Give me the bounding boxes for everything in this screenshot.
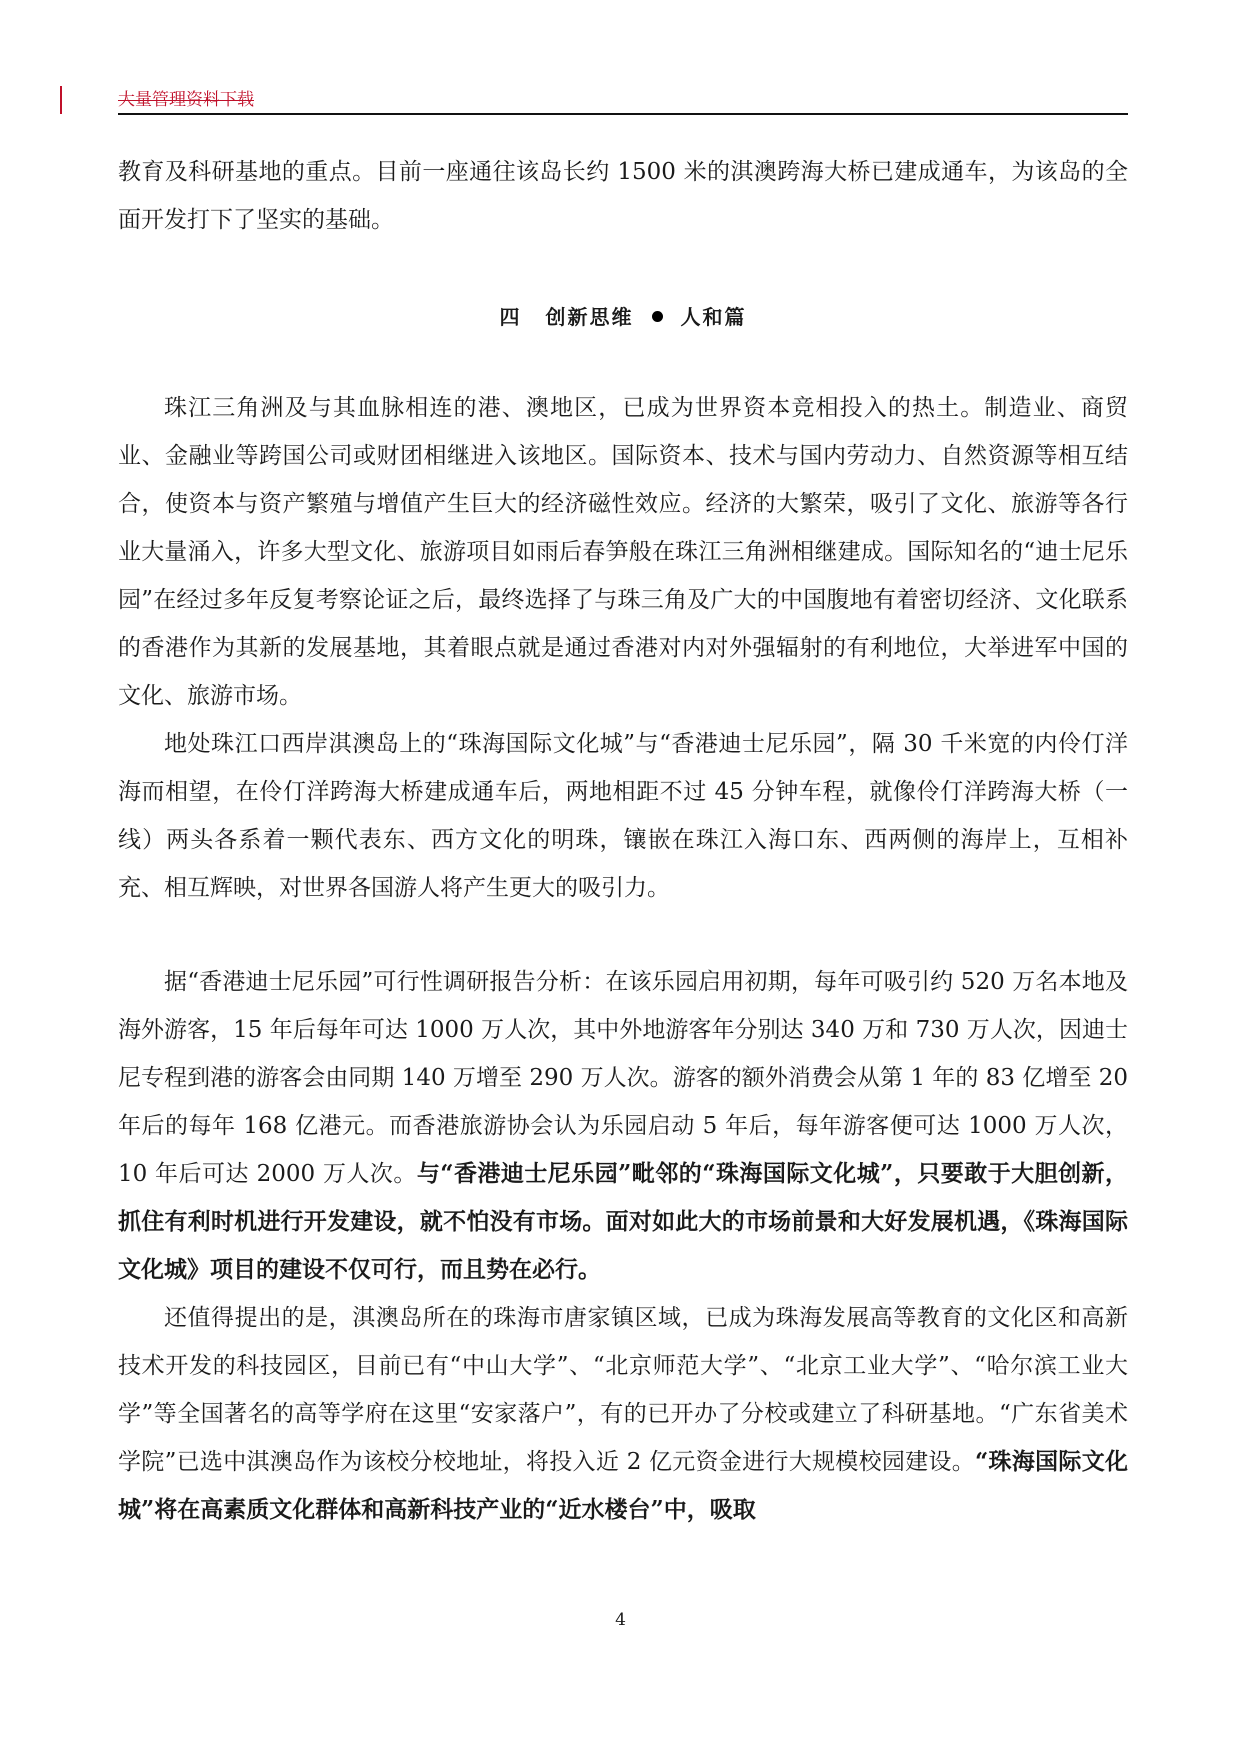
- paragraph-3-bold-text: 与“香港迪士尼乐园”毗邻的“珠海国际文化城”，只要敢于大胆创新，抓住有利时机进行开发建设，就不怕没有市场。面对如此大的市场前景和大好发展机遇，《珠海国际文化城》项目的建设不仅可行，而且势在必行。: [118, 1160, 1129, 1283]
- paragraph-continuation: 教育及科研基地的重点。目前一座通往该岛长约 1500 米的淇澳跨海大桥已建成通车，为该岛的全面开发打下了坚实的基础。: [118, 159, 1128, 233]
- paragraph-1: 珠江三角洲及与其血脉相连的港、澳地区，已成为世界资本竞相投入的热土。制造业、商贸业、金融业等跨国公司或财团相继进入该地区。国际资本、技术与国内劳动力、自然资源等相互结合，使资本与资产繁殖与增值产生巨大的经济磁性效应。经济的大繁荣，吸引了文化、旅游等各行业大量涌入，许多大型文化、旅游项目如雨后春笋般在珠江三角洲相继建成。国际知名的“迪士尼乐园”在经过多年反复考察论证之后，最终选择了与珠三角及广大的中国腹地有着密切经济、文化联系的香港作为其新的发展基地，其着眼点就是通过香港对内对外强辐射的有利地位，大举进军中国的文化、旅游市场。: [118, 395, 1128, 709]
- page-number: 4: [615, 1610, 626, 1630]
- section-heading: [118, 293, 1128, 341]
- header-rule: [118, 113, 1128, 115]
- paragraph-gap: [118, 912, 1128, 958]
- paragraph-3-text: 据“香港迪士尼乐园”可行性调研报告分析：在该乐园启用初期，每年可吸引约 520 万名本地及海外游客，15 年后每年可达 1000 万人次，其中外地游客年分别达 340 万和 730 万人次，因迪士尼专程到港的游客会由同期 140 万增至 290 万人次。游客的额外消费会从第 1 年的 83 亿增至 20 年后的每年 168 亿港元。而香港旅游协会认为乐园启动 5 年后，每年游客便可达 1000 万人次，10 年后可达 2000 万人次。: [118, 969, 1128, 1187]
- paragraph-4: [118, 1294, 1128, 1534]
- paragraph-3: [118, 958, 1128, 1294]
- header-margin-mark: [60, 86, 62, 114]
- section-title-left: 创新思维: [545, 305, 634, 329]
- paragraph-2: 地处珠江口西岸淇澳岛上的“珠海国际文化城”与“香港迪士尼乐园”，隔 30 千米宽的内伶仃洋海而相望，在伶仃洋跨海大桥建成通车后，两地相距不过 45 分钟车程，就像伶仃洋跨海大桥（一线）两头各系着一颗代表东、西方文化的明珠，镶嵌在珠江入海口东、西两侧的海岸上，互相补充、相互辉映，对世界各国游人将产生更大的吸引力。: [118, 731, 1128, 901]
- section-title-right: 人和篇: [680, 305, 747, 329]
- paragraph-4-text: 还值得提出的是，淇澳岛所在的珠海市唐家镇区域，已成为珠海发展高等教育的文化区和高新技术开发的科技园区，目前已有“中山大学”、“北京师范大学”、“北京工业大学”、“哈尔滨工业大学”等全国著名的高等学府在这里“安家落户”，有的已开办了分校或建立了科研基地。“广东省美术学院”已选中淇澳岛作为该校分校地址，将投入近 2 亿元资金进行大规模校园建设。: [118, 1305, 1128, 1475]
- bullet-icon: [652, 311, 663, 322]
- header-download-link[interactable]: 大量管理资料下载: [118, 90, 254, 110]
- section-number: 四: [499, 305, 522, 329]
- paragraph-4-bold-text: “珠海国际文化城”将在高素质文化群体和高新科技产业的“近水楼台”中，吸取: [118, 1448, 1128, 1523]
- document-body: [118, 148, 1128, 1534]
